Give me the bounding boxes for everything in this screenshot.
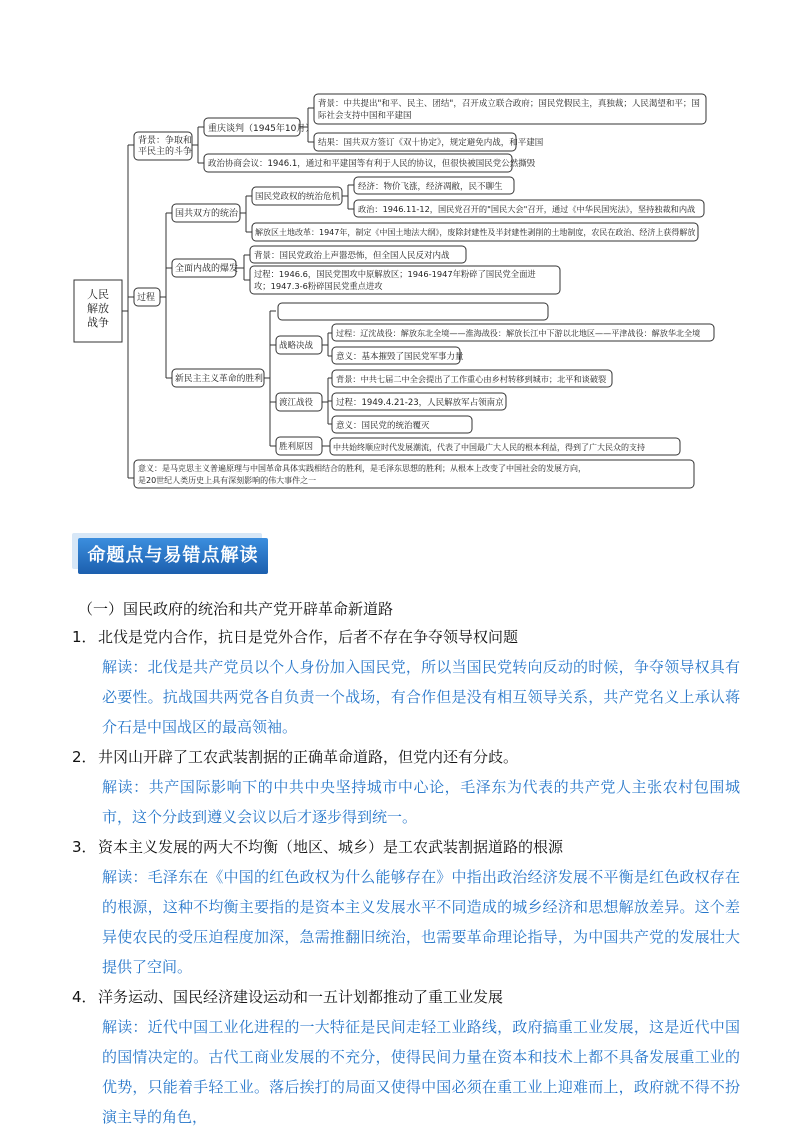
crossing-bg-text: 背景：中共七届二中全会提出了工作重心由乡村转移到城市；北平和谈破裂 (336, 374, 607, 384)
root-label: 人民解放战争 (87, 288, 109, 329)
civil-war-bg-text: 背景：国民党政治上声嚣恐怖，但全国人民反对内战 (254, 251, 450, 261)
item-number: 4． (72, 988, 97, 1006)
chongqing-label: 重庆谈判（1945年10月） (208, 124, 315, 134)
decisive-sig-text: 意义：基本摧毁了国民党军事力量 (336, 352, 464, 362)
reasons-text: 中共始终顺应时代发展潮流，代表了中国最广大人民的根本利益，得到了广大民众的支持 (333, 443, 645, 452)
decisive-process-text: 过程：辽沈战役：解放东北全境——淮海战役：解放长江中下游以北地区——平津战役：解放华北全境 (336, 328, 701, 338)
reasons-label: 胜利原因 (279, 442, 314, 452)
banner-label: 命题点与易错点解读 (87, 545, 259, 566)
item-question: 洋务运动、国民经济建设运动和一五计划都推动了重工业发展 (98, 988, 504, 1006)
crossing-label: 渡江战役 (279, 398, 314, 408)
item-answer: 解读：近代中国工业化进程的一大特征是民间走轻工业路线，政府搞重工业发展，这是近代中国的国情决定的。古代工商业发展的不充分，使得民间力量在资本和技术上都不具备发展重工业的优势，只能着手轻工业。落后挨打的局面又使得中国必须在重工业上迎难而上，政府就不得不扮演主导的角色， (102, 1018, 740, 1126)
victory-label: 新民主主义革命的胜利 (175, 374, 263, 384)
list-item (72, 746, 740, 832)
item-number: 3． (72, 838, 97, 856)
civil-war-process-text: 过程：1946.6，国民党围攻中原解放区；1946-1947年粉碎了国民党全面进攻；1947.3-6粉碎国民党重点进攻 (254, 269, 536, 291)
crossing-process-text: 过程：1949.4.21-23，人民解放军占领南京 (336, 398, 504, 408)
significance-line2: 是20世纪人类历史上具有深刻影响的伟大事件之一 (138, 476, 317, 485)
decisive-label: 战略决战 (279, 341, 314, 351)
item-question: 井冈山开辟了工农武装割据的正确革命道路，但党内还有分歧。 (98, 748, 519, 766)
process-label: 过程 (137, 293, 156, 303)
significance-line1: 意义：是马克思主义普遍原理与中国革命具体实践相结合的胜利，是毛泽东思想的胜利；从根本上改变了中国社会的发展方向， (138, 464, 586, 473)
economy-text: 经济：物价飞涨，经济凋敝，民不聊生 (358, 182, 503, 192)
crisis-label: 国共双方的统治 (175, 209, 239, 219)
item-question: 资本主义发展的两大不均衡（地区、城乡）是工农武装割据道路的根源 (98, 838, 564, 856)
section-banner (78, 538, 268, 574)
crossing-sig-text: 意义：国民党的统治覆灭 (336, 421, 430, 431)
politics-text: 政治：1946.11-12，国民党召开的"国民大会"召开，通过《中华民国宪法》，坚持独裁和内战 (358, 204, 696, 214)
land-reform-text: 解放区土地改革：1947年，制定《中国土地法大纲》，废除封建性及半封建性剥削的土地制度，农民在政治、经济上获得解放 (255, 228, 696, 237)
chongqing-result-text: 结果：国共双方签订《双十协定》，规定避免内战，和平建国 (318, 138, 544, 148)
item-answer: 解读：毛泽东在《中国的红色政权为什么能够存在》中指出政治经济发展不平衡是红色政权存在的根源，这种不均衡主要指的是资本主义发展水平不同造成的城乡经济和思想解放差异。这个差异使农民的受压迫程度加深，急需推翻旧统治，也需要革命理论指导，为中国共产党的发展壮大提供了空间。 (102, 868, 740, 976)
item-answer: 解读：共产国际影响下的中共中央坚持城市中心论，毛泽东为代表的共产党人主张农村包围城市，这个分歧到遵义会议以后才逐步得到统一。 (102, 778, 740, 826)
item-number: 2． (72, 748, 97, 766)
list-item (72, 626, 740, 742)
gmd-crisis-label: 国民党政权的统治危机 (255, 192, 341, 202)
item-question: 北伐是党内合作，抗日是党外合作，后者不存在争夺领导权问题 (98, 628, 519, 646)
civil-war-label: 全面内战的爆发 (175, 264, 239, 274)
item-answer: 解读：北伐是共产党员以个人身份加入国民党，所以当国民党转向反动的时候，争夺领导权具有必要性。抗战国共两党各自负责一个战场，有合作但是没有相互领导关系，共产党名义上承认蒋介石是中国战区的最高领袖。 (102, 658, 740, 736)
chongqing-bg-text: 背景：中共提出"和平、民主、团结"，召开成立联合政府；国民党假民主，真独裁；人民渴望和平；国际社会支持中国和平建国 (318, 99, 700, 121)
list-item (72, 836, 740, 982)
mind-map (0, 0, 800, 500)
pcc-text: 政治协商会议：1946.1，通过和平建国等有利于人民的协议，但很快被国民党公然撕毁 (208, 159, 536, 169)
section-title: （一）国民政府的统治和共产党开辟革命新道路 (78, 600, 394, 618)
content-body (72, 598, 740, 1132)
item-number: 1． (72, 628, 97, 646)
list-item (72, 986, 740, 1132)
background-label: 背景：争取和平民主的斗争 (138, 136, 193, 157)
